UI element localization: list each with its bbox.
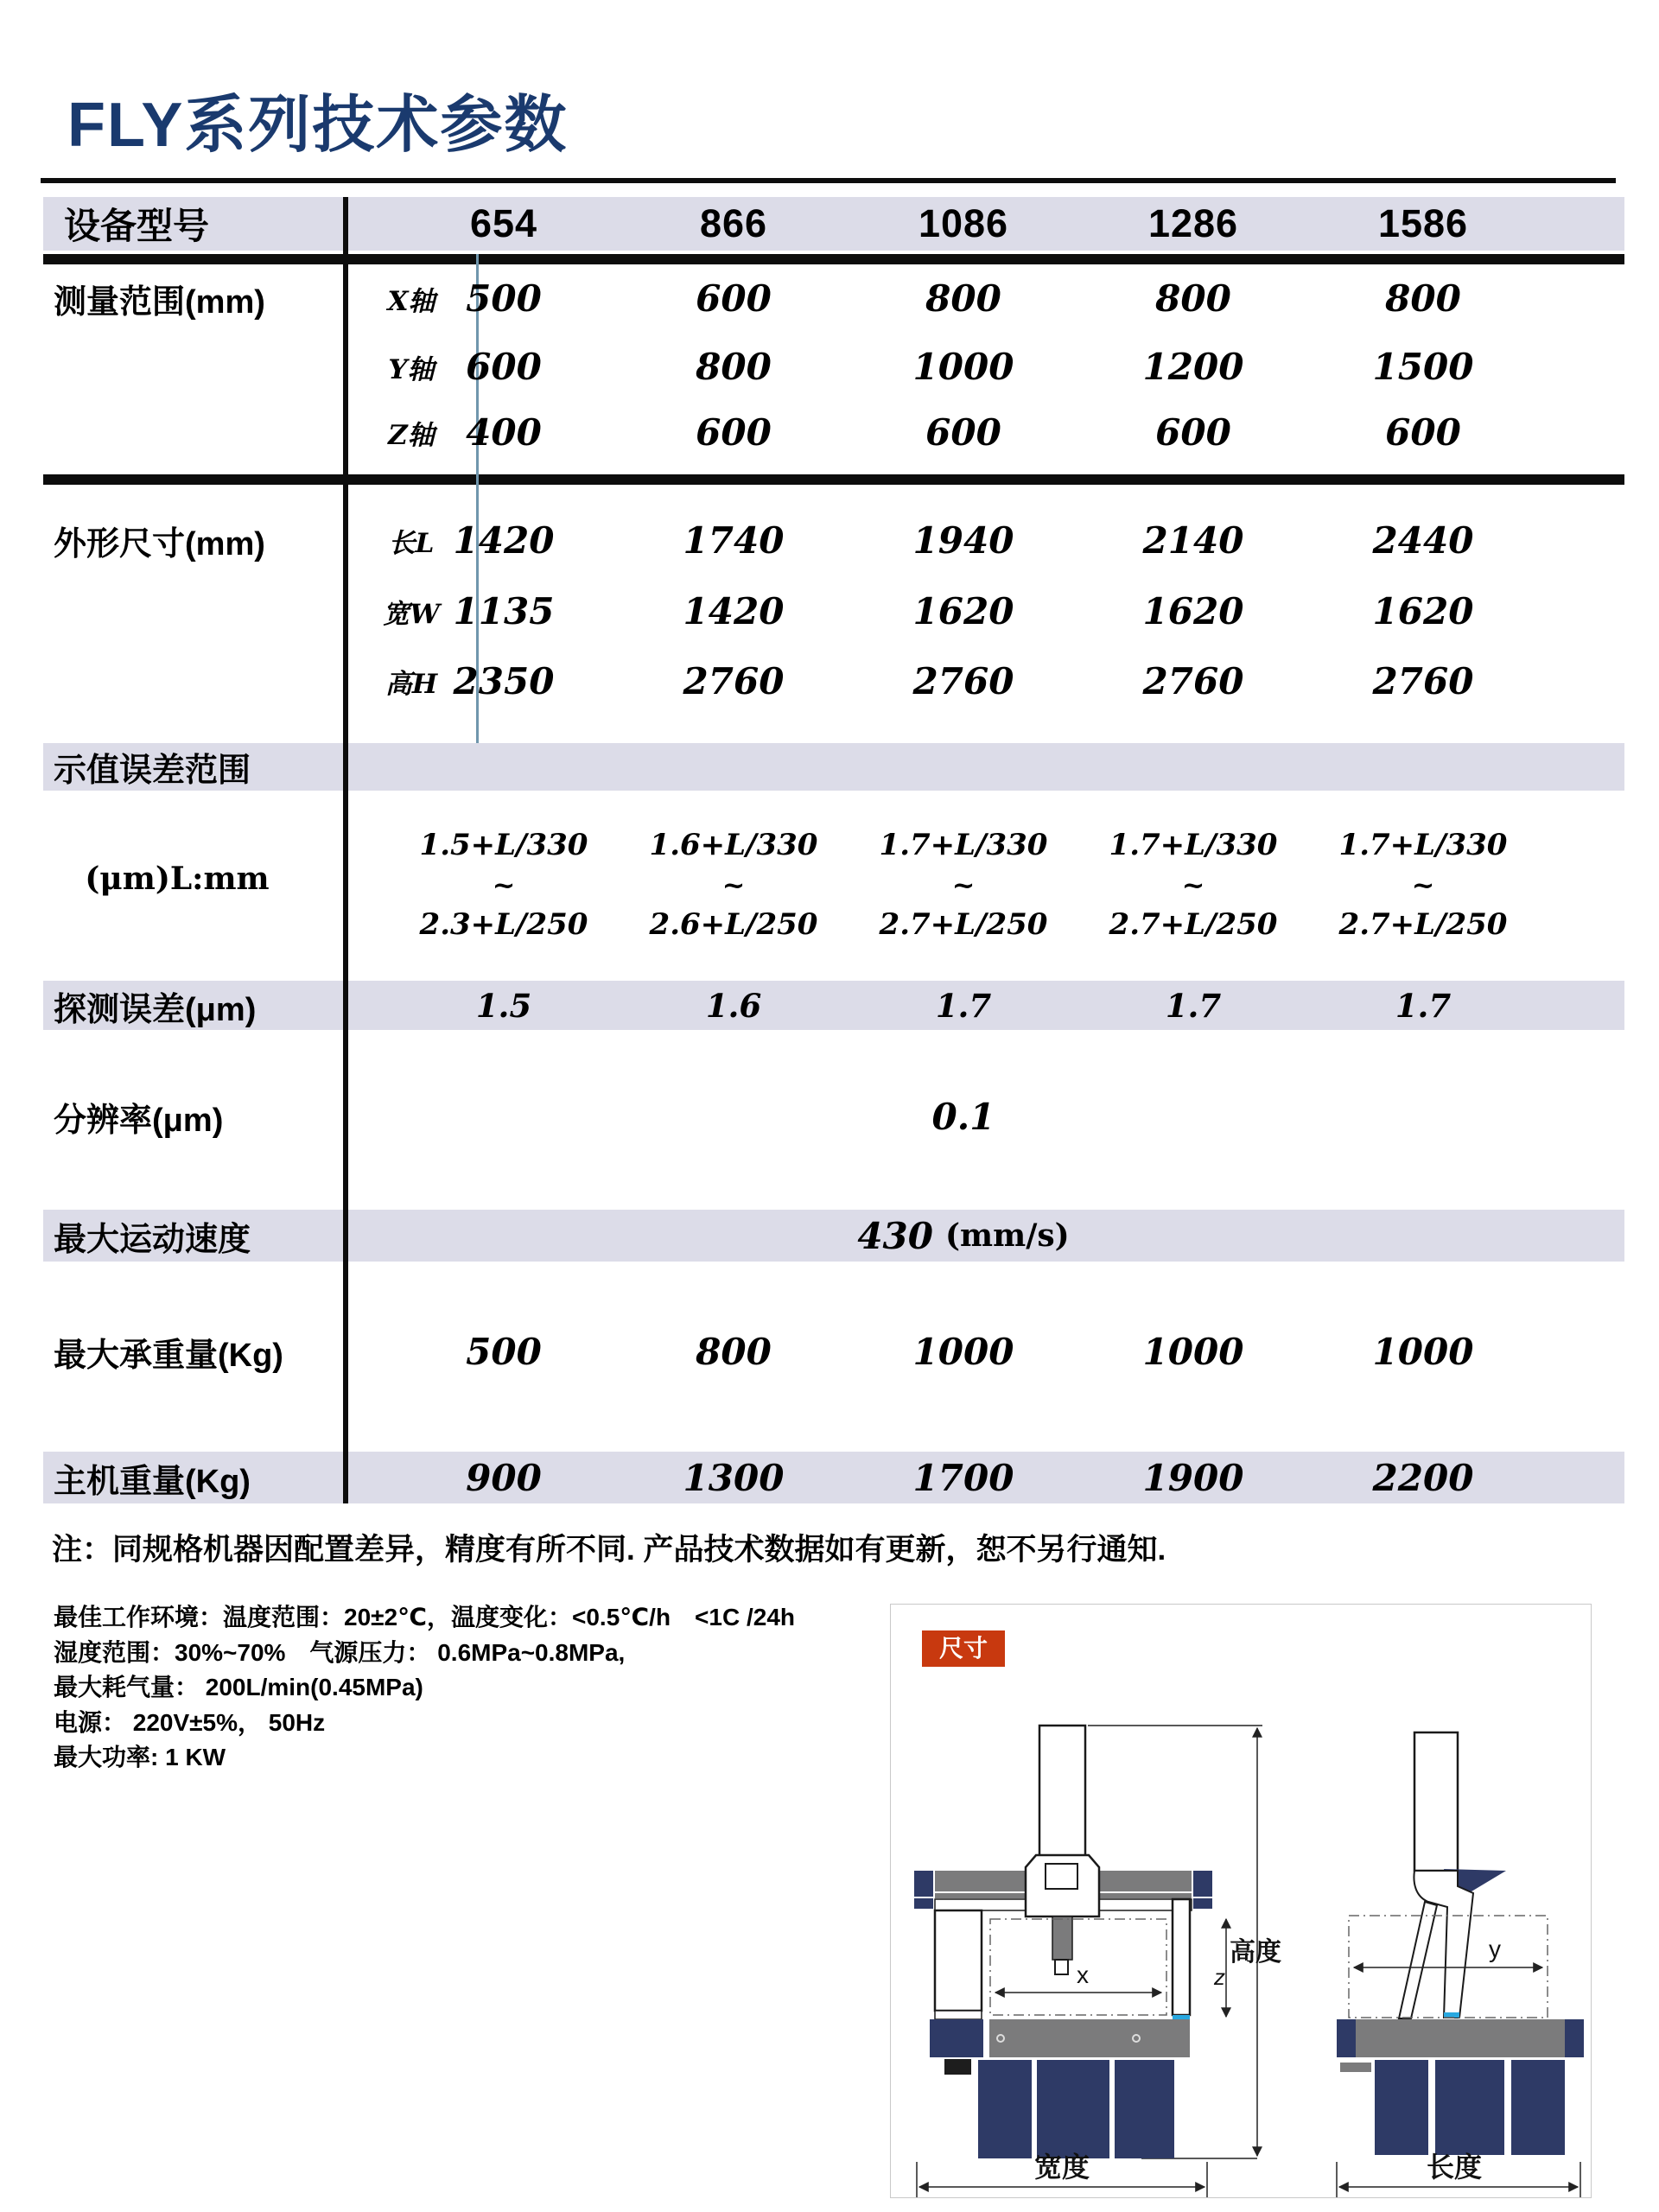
section-divider (43, 474, 1624, 485)
tilde: ~ (492, 868, 516, 901)
spec-value: 500 (466, 276, 542, 320)
size-badge-label: 尺寸 (938, 1635, 988, 1662)
base-cabinet (1435, 2060, 1504, 2155)
z-axis-values (389, 408, 1538, 456)
spec-value: 600 (1155, 410, 1231, 454)
spec-value: 600 (696, 276, 772, 320)
max-load-label: 最大承重量(Kg) (54, 1337, 283, 1374)
height-axis-label: 高H (385, 668, 438, 700)
spec-value: 2760 (1142, 659, 1244, 702)
base-cabinet (978, 2060, 1032, 2158)
page-title: FLY系列技术参数 (67, 91, 569, 160)
spec-value: 2440 (1372, 518, 1474, 562)
spec-value: 800 (925, 276, 1001, 320)
spec-value: 1420 (683, 589, 785, 632)
indication-error-label: 示值误差范围 (54, 753, 251, 789)
header-model-label: 设备型号 (64, 206, 210, 246)
footnote: 注：同规格机器因配置差异，精度有所不同. 产品技术数据如有更新，恕不另行通知. (52, 1533, 1166, 1567)
spec-value: 1135 (453, 589, 555, 632)
base-cabinet (1115, 2060, 1174, 2158)
spec-value: 600 (925, 410, 1001, 454)
measure-range-label: 测量范围(mm) (54, 283, 265, 321)
spec-value: 2.3+L/250 (419, 907, 588, 942)
spec-value: 1700 (912, 1456, 1014, 1499)
env-line: 最大耗气量： 200L/min(0.45MPa) (54, 1674, 423, 1700)
resolution-value (389, 1092, 1538, 1141)
spec-value: 1.6+L/330 (649, 828, 818, 862)
x-axis-values (389, 274, 1538, 322)
spec-value: 900 (466, 1456, 542, 1499)
air-bearing-mark (1444, 2012, 1459, 2018)
spec-value: 1300 (683, 1456, 785, 1499)
spec-value: 400 (466, 410, 542, 454)
side-slanted-leg (1399, 1902, 1437, 2018)
height-label: 高度 (1230, 1938, 1281, 1967)
max-load-values (389, 1327, 1538, 1376)
max-speed-value (389, 1211, 1538, 1260)
probe-shaft (1052, 1916, 1072, 1960)
dimensions-diagram-panel (890, 1604, 1592, 2198)
left-support-leg (935, 1910, 982, 2011)
header-divider (43, 254, 1624, 264)
spec-value: 800 (696, 1330, 772, 1373)
z-travel-label: z (1214, 1964, 1225, 1990)
width-axis-label: 宽W (383, 598, 440, 630)
probe-tip (1055, 1960, 1068, 1974)
model-number-row (389, 197, 1538, 251)
spec-value: 1.7 (935, 987, 992, 1025)
spec-value: 1200 (1142, 345, 1244, 388)
spec-value: 600 (696, 410, 772, 454)
spec-value: 1620 (1372, 589, 1474, 632)
tilde: ~ (951, 868, 976, 901)
granite-table (989, 2019, 1190, 2057)
x-axis-label: X轴 (387, 285, 435, 317)
spec-value: 800 (1385, 276, 1461, 320)
spec-value: 1.7 (1395, 987, 1452, 1025)
air-bearing-mark (1173, 2015, 1190, 2019)
spec-value: 600 (1385, 410, 1461, 454)
indication-error-band (43, 743, 1624, 791)
max-speed-label: 最大运动速度 (54, 1221, 251, 1258)
y-travel-label: y (1489, 1936, 1501, 1962)
spec-unit: (mm/s) (945, 1217, 1070, 1254)
spec-value: 1.7+L/330 (1109, 828, 1278, 862)
env-line: 湿度范围：30%~70% 气源压力： 0.6MPa~0.8MPa, (54, 1638, 626, 1666)
environment-block (54, 1600, 795, 1776)
base-cabinet (1511, 2060, 1565, 2155)
tilde: ~ (1181, 868, 1205, 901)
spec-value: 800 (696, 345, 772, 388)
spec-value: 500 (466, 1330, 542, 1373)
spec-value: 1.6 (705, 987, 762, 1025)
column-separator-line (343, 197, 348, 1503)
spec-value: 1000 (1372, 1330, 1474, 1373)
spec-value: 1000 (912, 345, 1014, 388)
width-values (389, 587, 1538, 635)
spec-value: 2760 (1372, 659, 1474, 702)
front-view-drawing (914, 1726, 1281, 2197)
spec-value: 2.7+L/250 (1338, 907, 1508, 942)
spec-value: 1.7+L/330 (879, 828, 1048, 862)
spec-value: 1000 (912, 1330, 1014, 1373)
probing-error-values (389, 982, 1538, 1030)
z-axis-label: Z轴 (388, 419, 435, 451)
tilde: ~ (721, 868, 746, 901)
size-badge (922, 1630, 1005, 1667)
base-cabinet (1375, 2060, 1428, 2155)
spec-value: 2.7+L/250 (879, 907, 1048, 942)
indication-error-unit-label: (μm)L:mm (85, 861, 270, 897)
indication-error-tilde-row (389, 866, 1538, 904)
base-cabinet (1037, 2060, 1109, 2158)
height-values (389, 657, 1538, 705)
spec-value: 1900 (1142, 1456, 1244, 1499)
width-label: 宽度 (1033, 2152, 1090, 2183)
env-line: 最大功率: 1 KW (54, 1744, 226, 1770)
z-column (1039, 1726, 1085, 1857)
model-866: 866 (699, 201, 768, 245)
spec-value: 1000 (1142, 1330, 1244, 1373)
spec-value: 2.6+L/250 (649, 907, 818, 942)
top-divider (41, 178, 1616, 183)
spec-value: 1.7 (1165, 987, 1222, 1025)
spec-value: 2200 (1372, 1456, 1474, 1499)
probing-error-label: 探测误差(μm) (54, 991, 257, 1028)
model-1086: 1086 (918, 201, 1009, 245)
spec-value: 600 (466, 345, 542, 388)
spec-value: 1.5+L/330 (419, 828, 588, 862)
env-line: 电源： 220V±5%， 50Hz (54, 1708, 326, 1736)
resolution-label: 分辨率(μm) (54, 1102, 224, 1139)
side-z-column (1414, 1732, 1458, 1871)
right-support-leg (1173, 1899, 1190, 2015)
model-654: 654 (469, 201, 538, 245)
spec-value: 2140 (1142, 518, 1244, 562)
spec-value: 2.7+L/250 (1109, 907, 1278, 942)
spec-value: 1.5 (475, 987, 532, 1025)
length-label: 长度 (1426, 2152, 1483, 2183)
spec-value: 1.7+L/330 (1338, 828, 1508, 862)
length-axis-label: 长L (388, 527, 435, 559)
cmm-dimension-drawing (891, 1605, 1591, 2197)
length-values (389, 516, 1538, 564)
spec-value: 1420 (453, 518, 555, 562)
outline-size-label: 外形尺寸(mm) (54, 525, 265, 563)
spec-value: 430 (857, 1214, 933, 1257)
y-axis-label: Y轴 (388, 353, 435, 385)
y-axis-values (389, 342, 1538, 391)
spec-value: 1940 (912, 518, 1014, 562)
indication-error-upper-values (389, 824, 1538, 866)
model-1586: 1586 (1377, 201, 1469, 245)
tilde: ~ (1411, 868, 1435, 901)
spec-value: 1500 (1372, 345, 1474, 388)
spec-value: 800 (1155, 276, 1231, 320)
side-view-drawing (1337, 1732, 1584, 2197)
host-weight-values (389, 1453, 1538, 1502)
host-weight-label: 主机重量(Kg) (54, 1463, 251, 1500)
indication-error-lower-values (389, 904, 1538, 945)
env-line: 最佳工作环境：温度范围：20±2℃，温度变化：<0.5℃/h <1C /24h (54, 1604, 796, 1630)
spec-value: 2760 (912, 659, 1014, 702)
spec-value: 1620 (912, 589, 1014, 632)
model-1286: 1286 (1147, 201, 1239, 245)
side-granite-table (1356, 2019, 1565, 2057)
spec-value: 0.1 (931, 1095, 995, 1138)
spec-value: 1620 (1142, 589, 1244, 632)
x-travel-label: x (1077, 1961, 1089, 1988)
spec-value: 2350 (453, 659, 555, 702)
spec-value: 2760 (683, 659, 785, 702)
spec-value: 1740 (683, 518, 785, 562)
